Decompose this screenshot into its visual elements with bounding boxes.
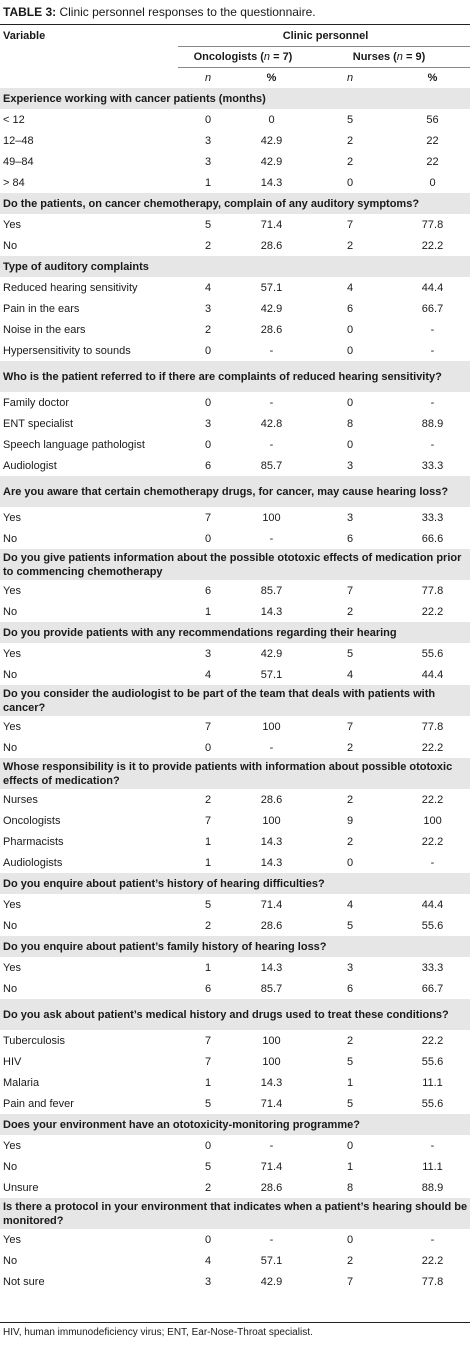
nurses-pct-cell: 33.3 [421, 961, 444, 974]
row-label: No [3, 532, 18, 545]
row-label: Pain and fever [3, 1097, 74, 1110]
nurses-n-cell: 0 [346, 1233, 354, 1246]
oncologists-n-cell: 1 [204, 1076, 212, 1089]
nurses-pct-cell: 33.3 [421, 459, 444, 472]
oncologists-n-cell: 1 [204, 605, 212, 618]
nurses-n-cell: 6 [346, 532, 354, 545]
row-label: Hypersensitivity to sounds [3, 344, 131, 357]
oncologists-pct-cell: 28.6 [260, 793, 283, 806]
row-label: Pharmacists [3, 835, 64, 848]
nurses-n-cell: 8 [346, 1181, 354, 1194]
section-question: Does your environment have an ototoxicity-monitoring programme? [0, 1114, 470, 1135]
row-label: No [3, 668, 18, 681]
row-label: Malaria [3, 1076, 40, 1089]
table-row [0, 151, 470, 172]
nurses-pct-cell: 44.4 [421, 668, 444, 681]
section-question: Do you provide patients with any recommendations regarding their hearing [0, 622, 470, 643]
oncologists-n-cell: 4 [204, 668, 212, 681]
table-row [0, 1135, 470, 1156]
oncologists-pct-cell: 14.3 [260, 176, 283, 189]
row-label: Audiologists [3, 856, 63, 869]
oncologists-pct-cell: 28.6 [260, 323, 283, 336]
nurses-pct-cell: - [430, 323, 435, 336]
header-nurses: Nurses (n = 9) [305, 47, 470, 68]
row-label: Yes [3, 218, 21, 231]
table-row [0, 664, 470, 685]
oncologists-n-cell: 2 [204, 793, 212, 806]
table-row [0, 1030, 470, 1051]
oncologists-n-cell: 5 [204, 898, 212, 911]
nurses-pct-cell: - [430, 1139, 435, 1152]
oncologists-n-cell: 5 [204, 1097, 212, 1110]
table-row [0, 810, 470, 831]
row-label: Pain in the ears [3, 302, 80, 315]
header-row-3 [0, 68, 470, 89]
row-label: No [3, 741, 18, 754]
section-question: Are you aware that certain chemotherapy drugs, for cancer, may cause hearing loss? [0, 476, 470, 507]
section-question: Do you enquire about patient’s family history of hearing loss? [0, 936, 470, 957]
oncologists-n-cell: 2 [204, 239, 212, 252]
nurses-n-cell: 2 [346, 605, 354, 618]
row-label: Not sure [3, 1275, 45, 1288]
nurses-n-cell: 7 [346, 584, 354, 597]
table-row [0, 507, 470, 528]
row-label: Yes [3, 720, 21, 733]
nurses-n-cell: 5 [346, 919, 354, 932]
nurses-n-cell: 2 [346, 134, 354, 147]
oncologists-pct-cell: 14.3 [260, 835, 283, 848]
nurses-pct-cell: 55.6 [421, 919, 444, 932]
section-question: Do you give patients information about the possible ototoxic effects of medication prior to commencing chemotherapy [0, 549, 470, 580]
oncologists-pct-cell: - [269, 438, 274, 451]
section-question: Do you ask about patient’s medical history and drugs used to treat these conditions? [0, 999, 470, 1030]
section-question: Type of auditory complaints [0, 256, 470, 277]
nurses-n-cell: 1 [346, 1076, 354, 1089]
nurses-pct-cell: 55.6 [421, 647, 444, 660]
oncologists-n-cell: 3 [204, 417, 212, 430]
oncologists-pct-cell: - [269, 396, 274, 409]
row-label: Tuberculosis [3, 1034, 65, 1047]
header-clinic-personnel: Clinic personnel [282, 30, 369, 42]
oncologists-n-cell: 2 [204, 919, 212, 932]
nurses-pct-cell: 77.8 [421, 584, 444, 597]
section-question: Do the patients, on cancer chemotherapy, complain of any auditory symptoms? [0, 193, 470, 214]
table-row [0, 1051, 470, 1072]
row-label: Reduced hearing sensitivity [3, 281, 138, 294]
nurses-n-cell: 2 [346, 835, 354, 848]
table-row [0, 528, 470, 549]
row-label: Yes [3, 961, 21, 974]
nurses-n-cell: 0 [346, 856, 354, 869]
oncologists-pct-cell: 42.9 [260, 647, 283, 660]
header-variable: Variable [3, 30, 46, 43]
oncologists-n-cell: 6 [204, 459, 212, 472]
oncologists-pct-cell: 71.4 [260, 1160, 283, 1173]
nurses-n-cell: 7 [346, 1275, 354, 1288]
oncologists-n-cell: 2 [204, 1181, 212, 1194]
nurses-n-cell: 0 [346, 1139, 354, 1152]
row-label: No [3, 982, 18, 995]
nurses-n-cell: 3 [346, 511, 354, 524]
table-row [0, 601, 470, 622]
section-header-row [0, 999, 470, 1030]
row-label: Oncologists [3, 814, 61, 827]
nurses-pct-cell: 22.2 [421, 239, 444, 252]
top-rule [0, 24, 470, 25]
oncologists-n-cell: 4 [204, 281, 212, 294]
table-row [0, 392, 470, 413]
oncologists-n-cell: 1 [204, 835, 212, 848]
oncologists-pct-cell: 71.4 [260, 1097, 283, 1110]
nurses-pct-cell: 55.6 [421, 1097, 444, 1110]
nurses-pct-cell: 44.4 [421, 898, 444, 911]
row-label: Family doctor [3, 396, 70, 409]
oncologists-pct-cell: 0 [268, 113, 275, 126]
oncologists-pct-cell: 28.6 [260, 239, 283, 252]
caption-label: TABLE 3: [3, 5, 57, 19]
row-label: No [3, 1160, 18, 1173]
row-label: Yes [3, 1139, 21, 1152]
oncologists-pct-cell: 42.9 [260, 1275, 283, 1288]
oncologists-pct-cell: 100 [262, 720, 281, 733]
oncologists-pct-cell: 57.1 [260, 668, 283, 681]
caption-text: Clinic personnel responses to the questionnaire. [56, 5, 316, 19]
nurses-pct-cell: 66.7 [421, 982, 444, 995]
oncologists-n-cell: 3 [204, 1275, 212, 1288]
table-row [0, 1072, 470, 1093]
table-row [0, 455, 470, 476]
nurses-pct-cell: 22.2 [421, 793, 444, 806]
table-caption [3, 4, 316, 20]
table-row [0, 915, 470, 936]
oncologists-pct-cell: 28.6 [260, 1181, 283, 1194]
oncologists-n-cell: 1 [204, 856, 212, 869]
oncologists-pct-cell: 14.3 [260, 856, 283, 869]
nurses-n-cell: 4 [346, 281, 354, 294]
oncologists-pct-cell: 85.7 [260, 459, 283, 472]
table-row [0, 434, 470, 455]
section-header-row [0, 1198, 470, 1229]
oncologists-n-cell: 1 [204, 961, 212, 974]
row-label: Yes [3, 1233, 21, 1246]
oncologists-pct-cell: 14.3 [260, 1076, 283, 1089]
row-label: Yes [3, 511, 21, 524]
nurses-pct-cell: 88.9 [421, 1181, 444, 1194]
oncologists-pct-cell: 57.1 [260, 281, 283, 294]
oncologists-n-cell: 3 [204, 134, 212, 147]
header-nurse-n: n [305, 68, 392, 89]
oncologists-n-cell: 7 [204, 1034, 212, 1047]
row-label: Unsure [3, 1181, 39, 1194]
oncologists-pct-cell: 100 [262, 1034, 281, 1047]
nurses-pct-cell: 100 [423, 814, 442, 827]
header-onc-pct: % [235, 68, 305, 89]
oncologists-n-cell: 0 [204, 438, 212, 451]
oncologists-n-cell: 0 [204, 113, 212, 126]
oncologists-n-cell: 0 [204, 344, 212, 357]
row-label: Speech language pathologist [3, 438, 145, 451]
row-label: No [3, 605, 18, 618]
oncologists-pct-cell: 100 [262, 1055, 281, 1068]
nurses-pct-cell: 56 [426, 113, 439, 126]
oncologists-n-cell: 7 [204, 1055, 212, 1068]
nurses-n-cell: 0 [346, 396, 354, 409]
nurses-n-cell: 2 [346, 239, 354, 252]
oncologists-pct-cell: - [269, 1233, 274, 1246]
nurses-pct-cell: 22.2 [421, 1034, 444, 1047]
oncologists-n-cell: 0 [204, 741, 212, 754]
nurses-pct-cell: 22.2 [421, 605, 444, 618]
nurses-pct-cell: 88.9 [421, 417, 444, 430]
row-label: Yes [3, 647, 21, 660]
row-label: Yes [3, 584, 21, 597]
section-header-row [0, 1114, 470, 1135]
oncologists-pct-cell: 42.9 [260, 134, 283, 147]
section-header-row [0, 361, 470, 392]
nurses-pct-cell: 44.4 [421, 281, 444, 294]
nurses-n-cell: 0 [346, 323, 354, 336]
table-row [0, 894, 470, 915]
section-question: Who is the patient referred to if there are complaints of reduced hearing sensitivity? [0, 361, 470, 392]
row-label: < 12 [3, 113, 25, 126]
header-row-1 [0, 26, 470, 47]
oncologists-pct-cell: 85.7 [260, 584, 283, 597]
row-label: Yes [3, 898, 21, 911]
row-label: Audiologist [3, 459, 57, 472]
table-row [0, 852, 470, 873]
nurses-n-cell: 4 [346, 898, 354, 911]
nurses-pct-cell: - [430, 438, 435, 451]
oncologists-pct-cell: 42.9 [260, 155, 283, 168]
oncologists-pct-cell: 85.7 [260, 982, 283, 995]
nurses-n-cell: 8 [346, 417, 354, 430]
row-label: Nurses [3, 793, 38, 806]
table-row [0, 277, 470, 298]
nurses-pct-cell: 66.7 [421, 302, 444, 315]
row-label: 12–48 [3, 134, 34, 147]
row-label: 49–84 [3, 155, 34, 168]
oncologists-pct-cell: - [269, 532, 274, 545]
oncologists-n-cell: 3 [204, 302, 212, 315]
oncologists-pct-cell: 71.4 [260, 898, 283, 911]
table-row [0, 1093, 470, 1114]
nurses-n-cell: 0 [346, 438, 354, 451]
bottom-rule [0, 1322, 470, 1323]
table-footnote: HIV, human immunodeficiency virus; ENT, Ear-Nose-Throat specialist. [3, 1327, 313, 1338]
nurses-n-cell: 7 [346, 218, 354, 231]
nurses-n-cell: 2 [346, 1254, 354, 1267]
table-row [0, 643, 470, 664]
section-header-row [0, 685, 470, 716]
nurses-n-cell: 6 [346, 982, 354, 995]
nurses-n-cell: 5 [346, 647, 354, 660]
header-onc-n: n [178, 68, 235, 89]
nurses-n-cell: 2 [346, 1034, 354, 1047]
table-row [0, 298, 470, 319]
section-question: Experience working with cancer patients (months) [0, 88, 470, 109]
header-row-2 [0, 47, 470, 68]
section-question: Do you enquire about patient’s history of hearing difficulties? [0, 873, 470, 894]
nurses-n-cell: 2 [346, 155, 354, 168]
section-header-row [0, 256, 470, 277]
table-row [0, 1156, 470, 1177]
table-row [0, 235, 470, 256]
table-row [0, 214, 470, 235]
oncologists-pct-cell: 14.3 [260, 961, 283, 974]
table-row [0, 831, 470, 852]
section-header-row [0, 476, 470, 507]
oncologists-n-cell: 0 [204, 1233, 212, 1246]
nurses-n-cell: 1 [346, 1160, 354, 1173]
nurses-n-cell: 5 [346, 113, 354, 126]
section-header-row [0, 88, 470, 109]
header-oncologists: Oncologists (n = 7) [178, 47, 305, 68]
nurses-pct-cell: 22 [426, 134, 439, 147]
table-row [0, 413, 470, 434]
oncologists-n-cell: 7 [204, 720, 212, 733]
nurses-n-cell: 0 [346, 176, 354, 189]
nurses-n-cell: 4 [346, 668, 354, 681]
nurses-pct-cell: 0 [429, 176, 436, 189]
nurses-pct-cell: 22.2 [421, 741, 444, 754]
section-header-row [0, 549, 470, 580]
nurses-pct-cell: 11.1 [422, 1076, 443, 1089]
oncologists-n-cell: 2 [204, 323, 212, 336]
section-header-row [0, 936, 470, 957]
section-question: Is there a protocol in your environment that indicates when a patient’s hearing should be monitored? [0, 1198, 470, 1229]
nurses-pct-cell: 22 [426, 155, 439, 168]
table-row [0, 957, 470, 978]
table-row [0, 1250, 470, 1271]
table-row [0, 789, 470, 810]
row-label: No [3, 239, 18, 252]
nurses-n-cell: 7 [346, 720, 354, 733]
nurses-n-cell: 3 [346, 459, 354, 472]
oncologists-n-cell: 7 [204, 511, 212, 524]
table-row [0, 109, 470, 130]
oncologists-pct-cell: 57.1 [260, 1254, 283, 1267]
nurses-n-cell: 5 [346, 1055, 354, 1068]
nurses-pct-cell: 77.8 [421, 1275, 444, 1288]
nurses-pct-cell: 22.2 [421, 835, 444, 848]
nurses-n-cell: 2 [346, 793, 354, 806]
table-row [0, 172, 470, 193]
row-label: > 84 [3, 176, 25, 189]
oncologists-pct-cell: 71.4 [260, 218, 283, 231]
table-row [0, 130, 470, 151]
nurses-pct-cell: - [430, 1233, 435, 1246]
nurses-pct-cell: 77.8 [421, 218, 444, 231]
oncologists-n-cell: 1 [204, 176, 212, 189]
nurses-pct-cell: 66.6 [421, 532, 444, 545]
header-nurse-pct: % [392, 68, 470, 89]
oncologists-n-cell: 7 [204, 814, 212, 827]
table-row [0, 340, 470, 361]
nurses-n-cell: 2 [346, 741, 354, 754]
section-header-row [0, 622, 470, 643]
row-label: No [3, 919, 18, 932]
oncologists-pct-cell: 14.3 [260, 605, 283, 618]
nurses-n-cell: 0 [346, 344, 354, 357]
nurses-pct-cell: - [430, 856, 435, 869]
table-row [0, 737, 470, 758]
oncologists-n-cell: 6 [204, 982, 212, 995]
section-header-row [0, 873, 470, 894]
oncologists-pct-cell: 42.9 [260, 302, 283, 315]
section-question: Whose responsibility is it to provide patients with information about possible ototoxic effects of medication? [0, 758, 470, 789]
section-question: Do you consider the audiologist to be part of the team that deals with patients with cancer? [0, 685, 470, 716]
row-label: ENT specialist [3, 417, 74, 430]
table-row [0, 1271, 470, 1292]
row-label: HIV [3, 1055, 22, 1068]
nurses-n-cell: 6 [346, 302, 354, 315]
nurses-n-cell: 9 [346, 814, 354, 827]
table-row [0, 319, 470, 340]
table-row [0, 1229, 470, 1250]
nurses-pct-cell: - [430, 344, 435, 357]
oncologists-pct-cell: - [269, 741, 274, 754]
oncologists-n-cell: 3 [204, 155, 212, 168]
table-row [0, 716, 470, 737]
oncologists-n-cell: 6 [204, 584, 212, 597]
table-row [0, 1177, 470, 1198]
oncologists-n-cell: 0 [204, 1139, 212, 1152]
oncologists-n-cell: 0 [204, 532, 212, 545]
section-header-row [0, 758, 470, 789]
oncologists-pct-cell: 100 [262, 814, 281, 827]
oncologists-pct-cell: - [269, 1139, 274, 1152]
table-body [0, 88, 470, 1292]
row-label: Noise in the ears [3, 323, 86, 336]
oncologists-pct-cell: - [269, 344, 274, 357]
row-label: No [3, 1254, 18, 1267]
section-header-row [0, 193, 470, 214]
oncologists-pct-cell: 100 [262, 511, 281, 524]
responses-table [0, 26, 470, 1292]
table-row [0, 978, 470, 999]
oncologists-n-cell: 4 [204, 1254, 212, 1267]
oncologists-pct-cell: 42.8 [260, 417, 283, 430]
nurses-n-cell: 5 [346, 1097, 354, 1110]
nurses-pct-cell: - [430, 396, 435, 409]
oncologists-n-cell: 5 [204, 218, 212, 231]
nurses-pct-cell: 11.1 [422, 1160, 443, 1173]
nurses-pct-cell: 22.2 [421, 1254, 444, 1267]
nurses-pct-cell: 55.6 [421, 1055, 444, 1068]
nurses-pct-cell: 77.8 [421, 720, 444, 733]
table-row [0, 580, 470, 601]
oncologists-n-cell: 0 [204, 396, 212, 409]
oncologists-n-cell: 5 [204, 1160, 212, 1173]
nurses-n-cell: 3 [346, 961, 354, 974]
oncologists-pct-cell: 28.6 [260, 919, 283, 932]
nurses-pct-cell: 33.3 [421, 511, 444, 524]
oncologists-n-cell: 3 [204, 647, 212, 660]
